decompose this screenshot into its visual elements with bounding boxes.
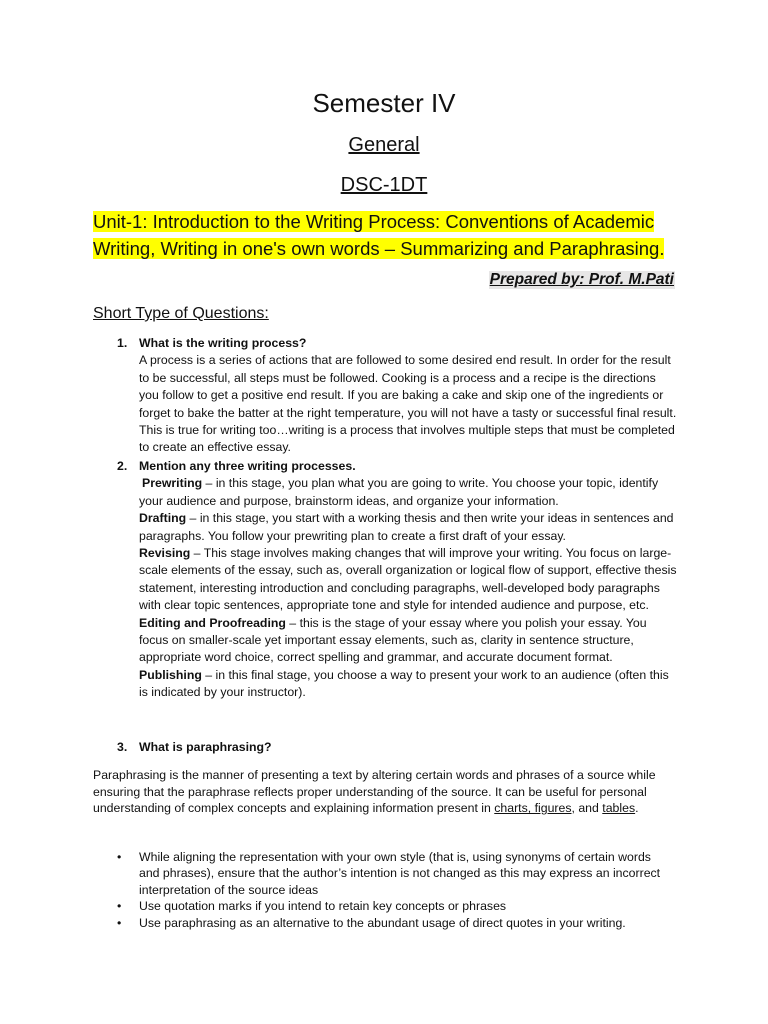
bullet-icon: •: [117, 850, 122, 864]
list-item-text: While aligning the representation with your own style (that is, using synonyms of certain words and phrases), ensure that the author’s intention is not changed as this may express an incorrect interpretation of the source ideas: [139, 850, 661, 897]
charts-figures-link[interactable]: charts, figures: [494, 801, 572, 816]
stage-term: Publishing: [139, 667, 202, 682]
unit-heading-text: Unit-1: Introduction to the Writing Process: Conventions of Academic Writing, Writing in one's own words – Summarizing and Paraphrasing.: [93, 211, 665, 259]
list-item: [93, 915, 668, 931]
stage-description: – in this stage, you plan what you are going to write. You choose your topic, identify your audience and purpose, brainstorm ideas, and organize your information.: [139, 476, 659, 508]
stage-editing: [139, 615, 677, 667]
unit-heading: [93, 208, 693, 262]
list-item-text: Use paraphrasing as an alternative to the abundant usage of direct quotes in your writing.: [139, 915, 626, 930]
question-3: [117, 739, 677, 756]
list-item: [93, 898, 668, 914]
stage-revising: [139, 545, 677, 615]
stage-description: – this is the stage of your essay where you polish your essay. You focus on smaller-scale yet important essay elements, such as, clarity in sentence structure, appropriate word choice, correct spelling and grammar, and accurate document format.: [139, 615, 647, 665]
question-text: What is the writing process?: [139, 336, 307, 350]
bullet-list: [93, 849, 668, 931]
question-2: [117, 458, 677, 702]
bullet-icon: •: [117, 915, 122, 930]
question-text: Mention any three writing processes.: [139, 459, 356, 473]
list-item: [93, 849, 668, 898]
question-text: What is paraphrasing?: [139, 740, 272, 754]
paragraph-text: Paraphrasing is the manner of presenting a text by altering certain words and phrases of a source while ensuring that the paraphrase reflects proper understanding of the source. It can be useful for personal understanding of complex concepts and explaining information present in: [93, 768, 656, 816]
answer-text: A process is a series of actions that are followed to some desired end result. In order for the result to be successful, all steps must be followed. Cooking is a process and a recipe is the directions you follow to get a positive end result. If you are baking a cake and skip one of the ingredients or forget to bake the batter at the right temperature, you will not have a tasty or successful final result. This is true for writing too…writing is a process that involves multiple steps that must be completed to create an effective essay.: [139, 353, 677, 455]
question-number: 3.: [117, 740, 128, 754]
paragraph-text: .: [635, 801, 639, 816]
tables-link[interactable]: tables: [602, 801, 636, 816]
section-heading: Short Type of Questions:: [93, 305, 269, 322]
stage-publishing: [139, 667, 677, 702]
page-title: Semester IV: [312, 88, 456, 118]
question-number: 2.: [117, 459, 128, 473]
course-code: DSC-1DT: [340, 174, 428, 196]
list-item-text: Use quotation marks if you intend to retain key concepts or phrases: [139, 899, 507, 914]
question-1: [117, 335, 677, 457]
stage-term: Prewriting: [142, 476, 203, 491]
stage-term: Drafting: [139, 511, 187, 526]
question-number: 1.: [117, 336, 128, 350]
stage-description: – in this stage, you start with a working thesis and then write your ideas in sentences and paragraphs. You follow your prewriting plan to create a first draft of your essay.: [139, 511, 674, 543]
paragraph-text: , and: [571, 801, 603, 816]
paraphrasing-paragraph: [93, 767, 668, 817]
stage-description: – in this final stage, you choose a way to present your work to an audience (often this is indicated by your instructor).: [139, 667, 669, 700]
stage-drafting: [139, 510, 677, 545]
stage-prewriting: [139, 475, 677, 510]
stage-term: Revising: [139, 546, 191, 561]
stage-description: – This stage involves making changes that will improve your writing. You focus on large-scale elements of the essay, such as, overall organization or logical flow of support, effective thesis statement, interesting introduction and concluding paragraphs, well-developed body paragraphs with clear topic sentences, appropriate tone and style for intended audience and purpose, etc.: [139, 546, 677, 613]
stage-term: Editing and Proofreading: [139, 615, 286, 630]
prepared-by: Prepared by: Prof. M.Pati: [489, 271, 674, 288]
bullet-icon: •: [117, 899, 122, 914]
course-type: General: [348, 134, 420, 156]
